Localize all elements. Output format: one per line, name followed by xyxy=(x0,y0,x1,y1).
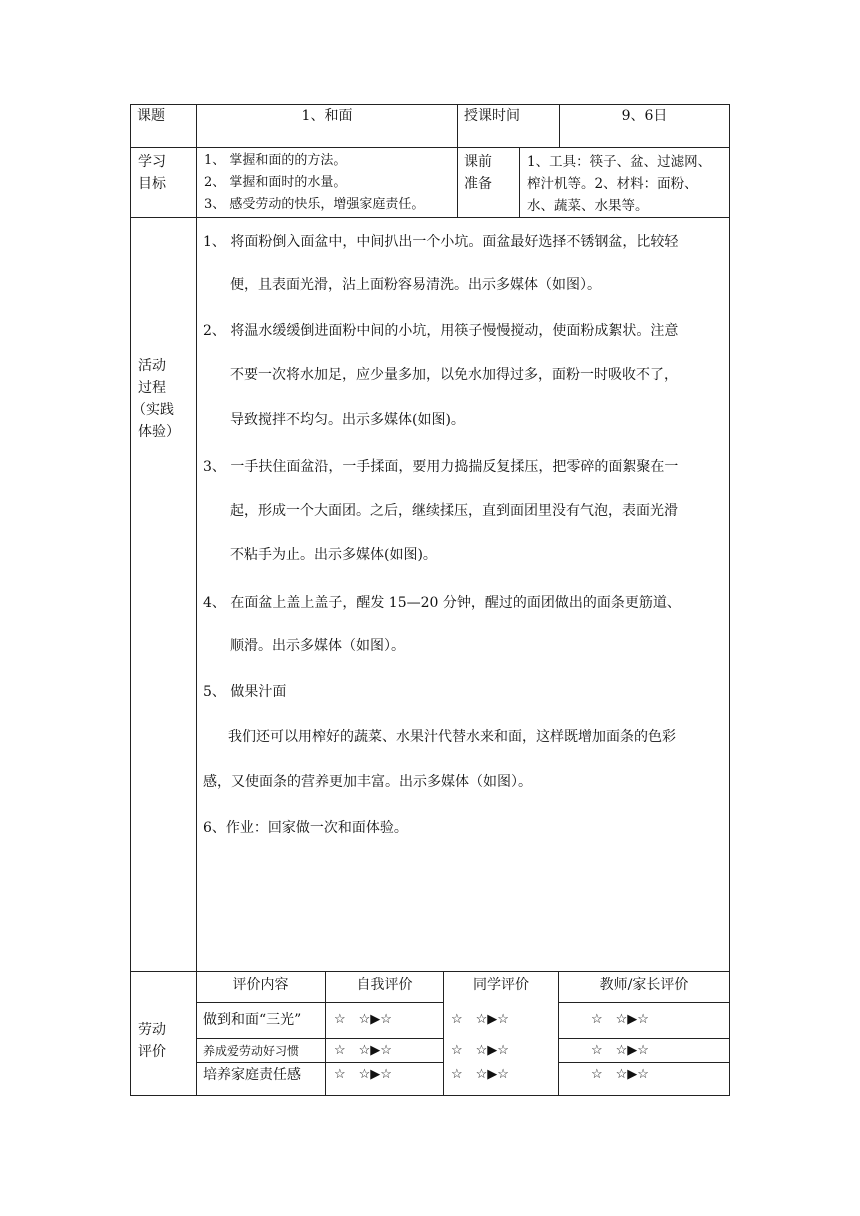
eval-header: 同学评价 xyxy=(473,977,529,993)
goals-label-line2: 目标 xyxy=(138,176,166,192)
process-line: 不要一次将水加足，应少量多加，以免水加得过多，面粉一时吸收不了， xyxy=(230,367,678,383)
eval-header: 教师/家长评价 xyxy=(599,977,689,993)
eval-row-divider xyxy=(558,1002,729,1003)
process-line: 1、 将面粉倒入面盆中，中间扒出一个小坑。面盆最好选择不锈钢盆，比较轻 xyxy=(203,234,679,250)
process-line: 顺滑。出示多媒体（如图）。 xyxy=(230,638,405,654)
topic-value: 1、和面 xyxy=(301,108,353,124)
topic-label: 课题 xyxy=(137,108,165,124)
eval-row-divider xyxy=(196,1062,443,1063)
process-line: 2、 将温水缓缓倒进面粉中间的小坑，用筷子慢慢搅动，使面粉成絮状。注意 xyxy=(203,323,679,339)
process-line: 6、作业：回家做一次和面体验。 xyxy=(203,820,408,836)
self-rating[interactable]: ☆ ☆▶☆ xyxy=(334,1012,392,1027)
process-line: 不粘手为止。出示多媒体(如图)。 xyxy=(230,547,437,563)
table-border-right xyxy=(729,104,730,1096)
process-label-line: 活动 xyxy=(138,358,166,374)
table-border-bottom xyxy=(130,1095,730,1096)
col-divider xyxy=(457,147,458,218)
process-line: 感，又使面条的营养更加丰富。出示多媒体（如图）。 xyxy=(203,774,532,790)
prep-label-line2: 准备 xyxy=(464,176,492,192)
eval-row-divider xyxy=(558,1038,729,1039)
prep-line: 水、蔬菜、水果等。 xyxy=(527,198,649,214)
process-label-line: 过程 xyxy=(138,380,166,396)
peer-rating[interactable]: ☆ ☆▶☆ xyxy=(451,1043,509,1058)
process-line: 3、 一手扶住面盆沿，一手揉面，要用力捣揣反复揉压，把零碎的面絮聚在一 xyxy=(203,459,679,475)
process-line: 4、 在面盆上盖上盖子，醒发 15—20 分钟，醒过的面团做出的面条更筋道、 xyxy=(203,595,681,611)
col-divider xyxy=(519,147,520,218)
process-line: 导致搅拌不均匀。出示多媒体(如图)。 xyxy=(230,412,465,428)
eval-label-line2: 评价 xyxy=(138,1044,166,1060)
teacher-rating[interactable]: ☆ ☆▶☆ xyxy=(591,1012,649,1027)
prep-line: 榨汁机等。2、材料：面粉、 xyxy=(527,176,698,192)
prep-line: 1、工具：筷子、盆、过滤网、 xyxy=(527,154,712,170)
eval-header: 评价内容 xyxy=(232,977,289,993)
col-divider xyxy=(457,104,458,148)
row-divider xyxy=(130,147,730,148)
goal-item: 1、 掌握和面的的方法。 xyxy=(204,153,347,168)
process-line: 我们还可以用榨好的蔬菜、水果汁代替水来和面，这样既增加面条的色彩 xyxy=(228,729,676,745)
row-divider xyxy=(130,217,730,218)
process-line: 起，形成一个大面团。之后，继续揉压，直到面团里没有气泡，表面光滑 xyxy=(230,503,678,519)
process-line: 便，且表面光滑，沾上面粉容易清洗。出示多媒体（如图）。 xyxy=(230,277,601,293)
row-divider xyxy=(130,971,730,972)
time-label: 授课时间 xyxy=(464,108,520,124)
peer-rating[interactable]: ☆ ☆▶☆ xyxy=(451,1012,509,1027)
eval-item: 培养家庭责任感 xyxy=(203,1067,301,1083)
goals-label-line1: 学习 xyxy=(138,154,166,170)
process-label-line: （实践 xyxy=(132,402,174,418)
teacher-rating[interactable]: ☆ ☆▶☆ xyxy=(591,1067,649,1082)
self-rating[interactable]: ☆ ☆▶☆ xyxy=(334,1043,392,1058)
eval-row-divider xyxy=(558,1062,729,1063)
process-line: 5、 做果汁面 xyxy=(203,684,287,700)
teacher-rating[interactable]: ☆ ☆▶☆ xyxy=(591,1043,649,1058)
label-column-divider xyxy=(196,104,197,1096)
eval-item: 养成爱劳动好习惯 xyxy=(203,1044,300,1058)
table-border-left xyxy=(130,104,131,1096)
goal-item: 3、 感受劳动的快乐，增强家庭责任。 xyxy=(204,197,425,212)
time-value: 9、6日 xyxy=(621,108,668,124)
prep-label-line1: 课前 xyxy=(464,154,492,170)
eval-row-divider xyxy=(196,1002,443,1003)
goal-item: 2、 掌握和面时的水量。 xyxy=(204,175,347,190)
eval-item: 做到和面“三光” xyxy=(203,1012,302,1028)
eval-header: 自我评价 xyxy=(356,977,413,993)
process-label-line: 体验） xyxy=(138,424,180,440)
eval-label-line1: 劳动 xyxy=(138,1022,166,1038)
peer-rating[interactable]: ☆ ☆▶☆ xyxy=(451,1067,509,1082)
self-rating[interactable]: ☆ ☆▶☆ xyxy=(334,1067,392,1082)
eval-row-divider xyxy=(196,1038,443,1039)
